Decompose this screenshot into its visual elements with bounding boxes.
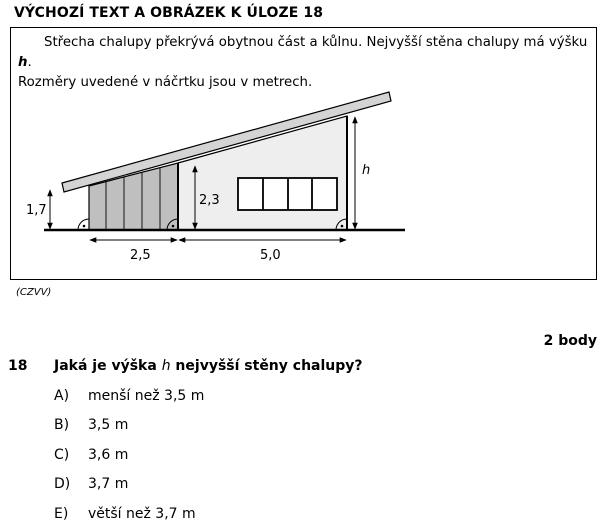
option-letter: A)	[54, 388, 70, 404]
section-heading: VÝCHOZÍ TEXT A OBRÁZEK K ÚLOZE 18	[14, 5, 324, 21]
option-letter: B)	[54, 417, 70, 433]
option-e[interactable]	[54, 504, 196, 524]
option-a[interactable]	[54, 386, 204, 406]
label-house-width: 5,0	[260, 248, 281, 263]
angle-dot	[83, 225, 86, 228]
intro-variable-h: h	[18, 55, 28, 70]
points-label: 2 body	[543, 333, 597, 349]
option-text: menší než 3,5 m	[88, 388, 205, 404]
angle-dot	[341, 225, 344, 228]
option-text: větší než 3,7 m	[88, 506, 196, 522]
question-text	[54, 358, 363, 374]
option-text: 3,5 m	[88, 417, 129, 433]
angle-dot	[172, 225, 175, 228]
label-left-height: 1,7	[26, 203, 47, 218]
question-text-before: Jaká je výška	[54, 358, 162, 374]
question-number: 18	[8, 358, 28, 374]
window	[238, 178, 337, 210]
option-letter: E)	[54, 506, 69, 522]
option-text: 3,7 m	[88, 476, 129, 492]
intro-line-2: Rozměry uvedené v náčrtku jsou v metrech.	[18, 75, 313, 90]
option-text: 3,6 m	[88, 447, 129, 463]
question-variable-h: h	[161, 358, 171, 374]
intro-part-1: Střecha chalupy překrývá obytnou část a kůlnu. Nejvyšší stěna chalupy má výšku	[44, 35, 588, 50]
option-c[interactable]	[54, 445, 128, 465]
label-mid-height: 2,3	[199, 193, 220, 208]
source-note: (CZVV)	[16, 287, 52, 298]
option-letter: C)	[54, 447, 70, 463]
option-b[interactable]	[54, 415, 128, 435]
question-text-after: nejvyšší stěny chalupy?	[170, 358, 363, 374]
label-right-height: h	[362, 163, 371, 178]
option-letter: D)	[54, 476, 71, 492]
label-shed-width: 2,5	[130, 248, 151, 263]
intro-part-2: .	[27, 55, 32, 70]
option-d[interactable]	[54, 474, 128, 494]
